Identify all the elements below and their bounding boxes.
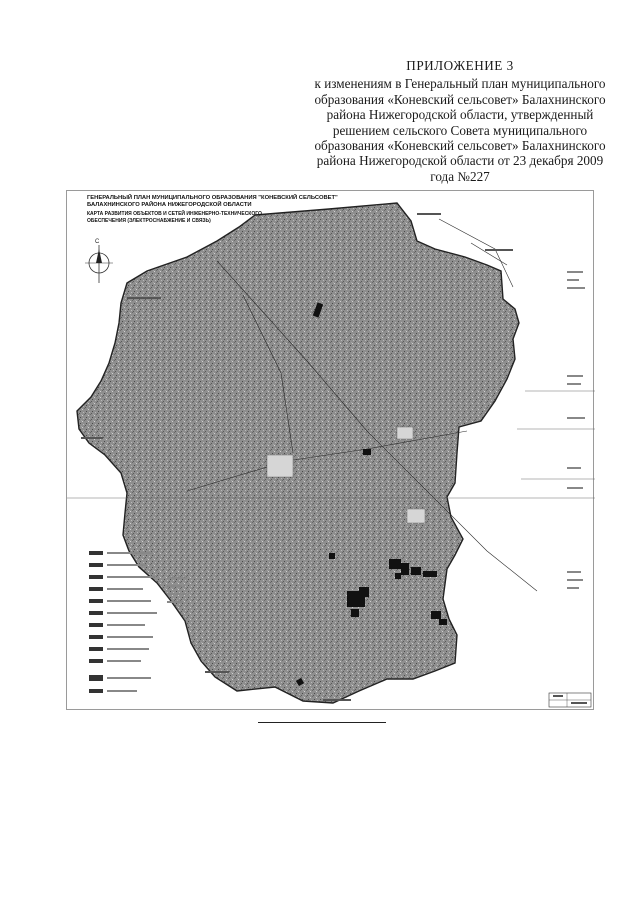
appendix-line-5: образования «Коневский сельсовет» Балахнинского: [314, 138, 606, 154]
map-title: ГЕНЕРАЛЬНЫЙ ПЛАН МУНИЦИПАЛЬНОГО ОБРАЗОВАНИЯ "КОНЕВСКИЙ СЕЛЬСОВЕТ": [87, 195, 338, 201]
compass-rose: [85, 239, 113, 283]
appendix-line-3: района Нижегородской области, утвержденный: [326, 107, 594, 123]
map-title-block: [87, 195, 407, 225]
appendix-line-2: образования «Коневский сельсовет» Балахнинского: [314, 91, 606, 107]
map-subtitle-line-2: ОБЕСПЕЧЕНИЯ (ЭЛЕКТРОСНАБЖЕНИЕ И СВЯЗЬ): [87, 218, 211, 225]
appendix-title: ПРИЛОЖЕНИЕ 3: [406, 58, 514, 73]
map-subtitle: КАРТА РАЗВИТИЯ ОБЪЕКТОВ И СЕТЕЙ ИНЖЕНЕРНО-ТЕХНИЧЕСКОГО: [87, 210, 262, 217]
title-stamp: [549, 693, 591, 707]
map-sheet: [66, 190, 594, 710]
appendix-line-4: решением сельского Совета муниципального: [332, 122, 588, 138]
appendix-header: [296, 58, 624, 184]
appendix-line-1: к изменениям в Генеральный план муниципального: [314, 76, 606, 92]
appendix-line-7: года №227: [430, 168, 490, 184]
compass-label: С: [95, 239, 100, 245]
territory-boundary: [77, 203, 519, 703]
signature-rule: [258, 722, 386, 723]
territory-map: [67, 191, 595, 711]
map-title-line-2: БАЛАХНИНСКОГО РАЙОНА НИЖЕГОРОДСКОЙ ОБЛАСТИ: [87, 202, 252, 209]
appendix-line-6: района Нижегородской области от 23 декабря 2009: [316, 153, 604, 169]
legend-right: [567, 271, 585, 589]
